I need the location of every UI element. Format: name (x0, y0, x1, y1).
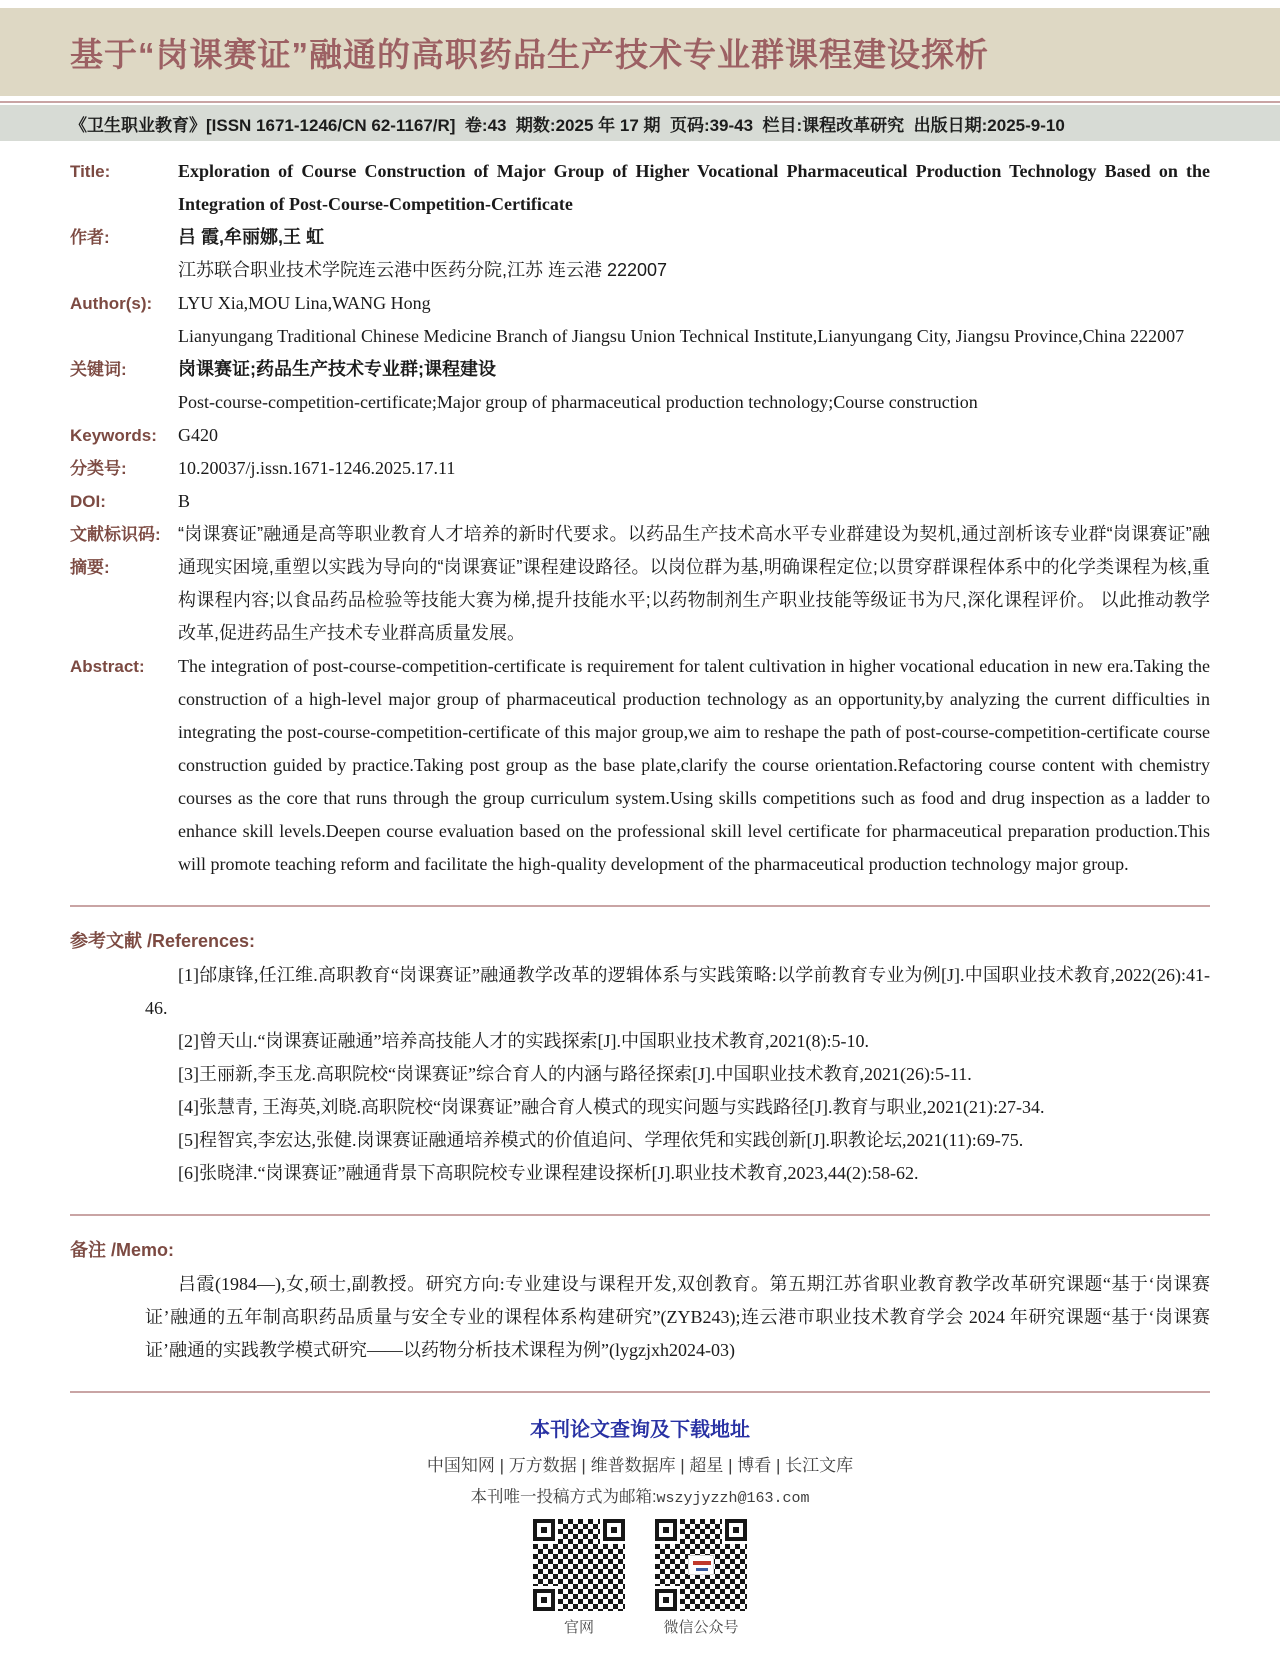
qr-code-wechat (655, 1519, 747, 1611)
meta-row-abstract-cn (70, 518, 1210, 650)
meta-row-doi (70, 485, 1210, 518)
article-title-cn: 基于“岗课赛证”融通的高职药品生产技术专业群课程建设探析 (70, 35, 989, 73)
qr-website-label: 官网 (563, 1620, 594, 1636)
authors-cn-affiliation: 江苏联合职业技术学院连云港中医药分院,江苏 连云港 222007 (178, 260, 668, 280)
references-list (70, 959, 1210, 1190)
footer-databases: 中国知网 | 万方数据 | 维普数据库 | 超星 | 博看 | 长江文库 (426, 1456, 854, 1475)
meta-row-abstract-en (70, 650, 1210, 881)
field-value-authors-en (178, 287, 1210, 353)
authors-cn-names: 吕 霞,牟丽娜,王 虹 (178, 227, 325, 247)
qr-finder-icon (533, 1519, 555, 1541)
field-label-document-code: 文献标识码: (70, 525, 161, 544)
meta-row-keywords-cn (70, 353, 1210, 419)
qr-code-website (533, 1519, 625, 1611)
qr-finder-icon (725, 1519, 747, 1541)
divider (70, 905, 1210, 907)
footer (70, 1413, 1210, 1665)
main-content (0, 141, 1280, 1665)
qr-wechat-label: 微信公众号 (663, 1620, 739, 1636)
journal-info-bar (0, 105, 1280, 141)
field-value-keywords-en: G420 (178, 425, 218, 445)
title-banner (0, 8, 1280, 96)
submission-email: wszyjyzzh@163.com (656, 1490, 810, 1507)
page (0, 8, 1280, 1665)
authors-en-names: LYU Xia,MOU Lina,WANG Hong (178, 293, 431, 313)
field-label-abstract-en: Abstract: (70, 657, 145, 676)
qr-finder-icon (603, 1519, 625, 1541)
reference-item: [1]邰康锋,任江维.高职教育“岗课赛证”融通教学改革的逻辑体系与实践策略:以学前教育专业为例[J].中国职业技术教育,2022(26):41-46. (145, 965, 1210, 1018)
reference-item: [6]张晓津.“岗课赛证”融通背景下高职院校专业课程建设探析[J].职业技术教育,2023,44(2):58-62. (178, 1163, 919, 1183)
meta-row-classification (70, 452, 1210, 485)
reference-item: [3]王丽新,李玉龙.高职院校“岗课赛证”综合育人的内涵与路径探索[J].中国职业技术教育,2021(26):5-11. (178, 1064, 972, 1084)
field-label-zhaiyao: 摘要: (70, 558, 110, 577)
field-label-authors-en: Author(s): (70, 294, 153, 313)
memo-heading: 备注 /Memo: (70, 1240, 175, 1260)
field-value-doi: B (178, 491, 191, 511)
field-label-title: Title: (70, 162, 111, 181)
field-label-classification: 分类号: (70, 459, 127, 478)
meta-row-authors-en (70, 287, 1210, 353)
field-label-keywords-en: Keywords: (70, 426, 157, 445)
journal-info-text: 《卫生职业教育》[ISSN 1671-1246/CN 62-1167/R] 卷:43 期数:2025 年 17 期 页码:39-43 栏目:课程改革研究 出版日期:2025-9-10 (70, 115, 1065, 135)
reference-item: [4]张慧青, 王海英,刘晓.高职院校“岗课赛证”融合育人模式的现实问题与实践路径[J].教育与职业,2021(21):27-34. (178, 1097, 1045, 1117)
memo-text: 吕霞(1984—),女,硕士,副教授。研究方向:专业建设与课程开发,双创教育。第五期江苏省职业教育教学改革研究课题“基于‘岗课赛证’融通的五年制高职药品质量与安全专业的课程体系构建研究”(ZYB243);连云港市职业技术教育学会 2024 年研究课题“基于‘岗课赛证’融通的实践教学模式研究——以药物分析技术课程为例”(lygzjxh2024-03) (145, 1274, 1210, 1360)
authors-en-affiliation: Lianyungang Traditional Chinese Medicine Branch of Jiangsu Union Technical Institute,Lianyungang City, Jiangsu Province,China 222007 (178, 326, 1185, 346)
qr-website-block (533, 1519, 625, 1637)
reference-item: [2]曾天山.“岗课赛证融通”培养高技能人才的实践探索[J].中国职业技术教育,2021(8):5-10. (178, 1031, 869, 1051)
references-heading: 参考文献 /References: (70, 931, 256, 951)
meta-row-authors-cn (70, 221, 1210, 287)
footer-heading: 本刊论文查询及下载地址 (530, 1419, 750, 1441)
field-label-authors-cn: 作者: (70, 228, 110, 247)
qr-finder-icon (655, 1589, 677, 1611)
field-value-title-en: Exploration of Course Construction of Major Group of Higher Vocational Pharmaceutical Production Technology Based on the Integration of Post-Course-Competition-Certificate (178, 161, 1210, 214)
keywords-en-text: Post-course-competition-certificate;Major group of pharmaceutical production technology;Course construction (178, 392, 978, 412)
field-label-keywords-cn: 关键词: (70, 360, 127, 379)
field-value-abstract-en: The integration of post-course-competition-certificate is requirement for talent cultivation in higher vocational education in new era.Taking the construction of a high-level major group of pharmaceutical production technology as an opportunity,by analyzing the current difficulties in integrating the post-course-competition-certificate of this major group,we aim to reshape the path of post-course-competition-certificate course construction guided by practice.Taking post group as the base plate,clarify the course orientation.Refactoring course content with chemistry courses as the core that runs through the group curriculum system.Using skills competitions such as food and drug inspection as a ladder to enhance skill levels.Deepen course evaluation based on the professional skill level certificate for pharmaceutical preparation production.This will promote teaching reform and facilitate the high-quality development of the pharmaceutical production technology major group. (178, 656, 1210, 874)
divider (70, 1391, 1210, 1393)
field-value-authors-cn (178, 221, 1210, 287)
divider (0, 101, 1280, 103)
footer-submission-line (70, 1483, 1210, 1507)
bottom-spacer (70, 1637, 1210, 1665)
divider (70, 1214, 1210, 1216)
footer-submission-prefix: 本刊唯一投稿方式为邮箱: (470, 1488, 657, 1506)
field-value-classification: 10.20037/j.issn.1671-1246.2025.17.11 (178, 458, 456, 478)
field-label-abstract-cn (70, 518, 178, 650)
journal-logo-icon (688, 1555, 714, 1575)
keywords-cn-text: 岗课赛证;药品生产技术专业群;课程建设 (178, 359, 496, 379)
qr-row (70, 1519, 1210, 1637)
meta-row-keywords-en (70, 419, 1210, 452)
field-value-keywords-cn (178, 353, 1210, 419)
meta-row-title (70, 155, 1210, 221)
field-value-abstract-cn: “岗课赛证”融通是高等职业教育人才培养的新时代要求。以药品生产技术高水平专业群建设为契机,通过剖析该专业群“岗课赛证”融通现实困境,重塑以实践为导向的“岗课赛证”课程建设路径。以岗位群为基,明确课程定位;以贯穿群课程体系中的化学类课程为核,重构课程内容;以食品药品检验等技能大赛为梯,提升技能水平;以药物制剂生产职业技能等级证书为尺,深化课程评价。 以此推动教学改革,促进药品生产技术专业群高质量发展。 (178, 524, 1210, 643)
qr-finder-icon (655, 1519, 677, 1541)
reference-item: [5]程智宾,李宏达,张健.岗课赛证融通培养模式的价值追问、学理依凭和实践创新[J].职教论坛,2021(11):69-75. (178, 1130, 1024, 1150)
qr-wechat-block (655, 1519, 747, 1637)
field-label-doi: DOI: (70, 492, 106, 511)
qr-finder-icon (533, 1589, 555, 1611)
